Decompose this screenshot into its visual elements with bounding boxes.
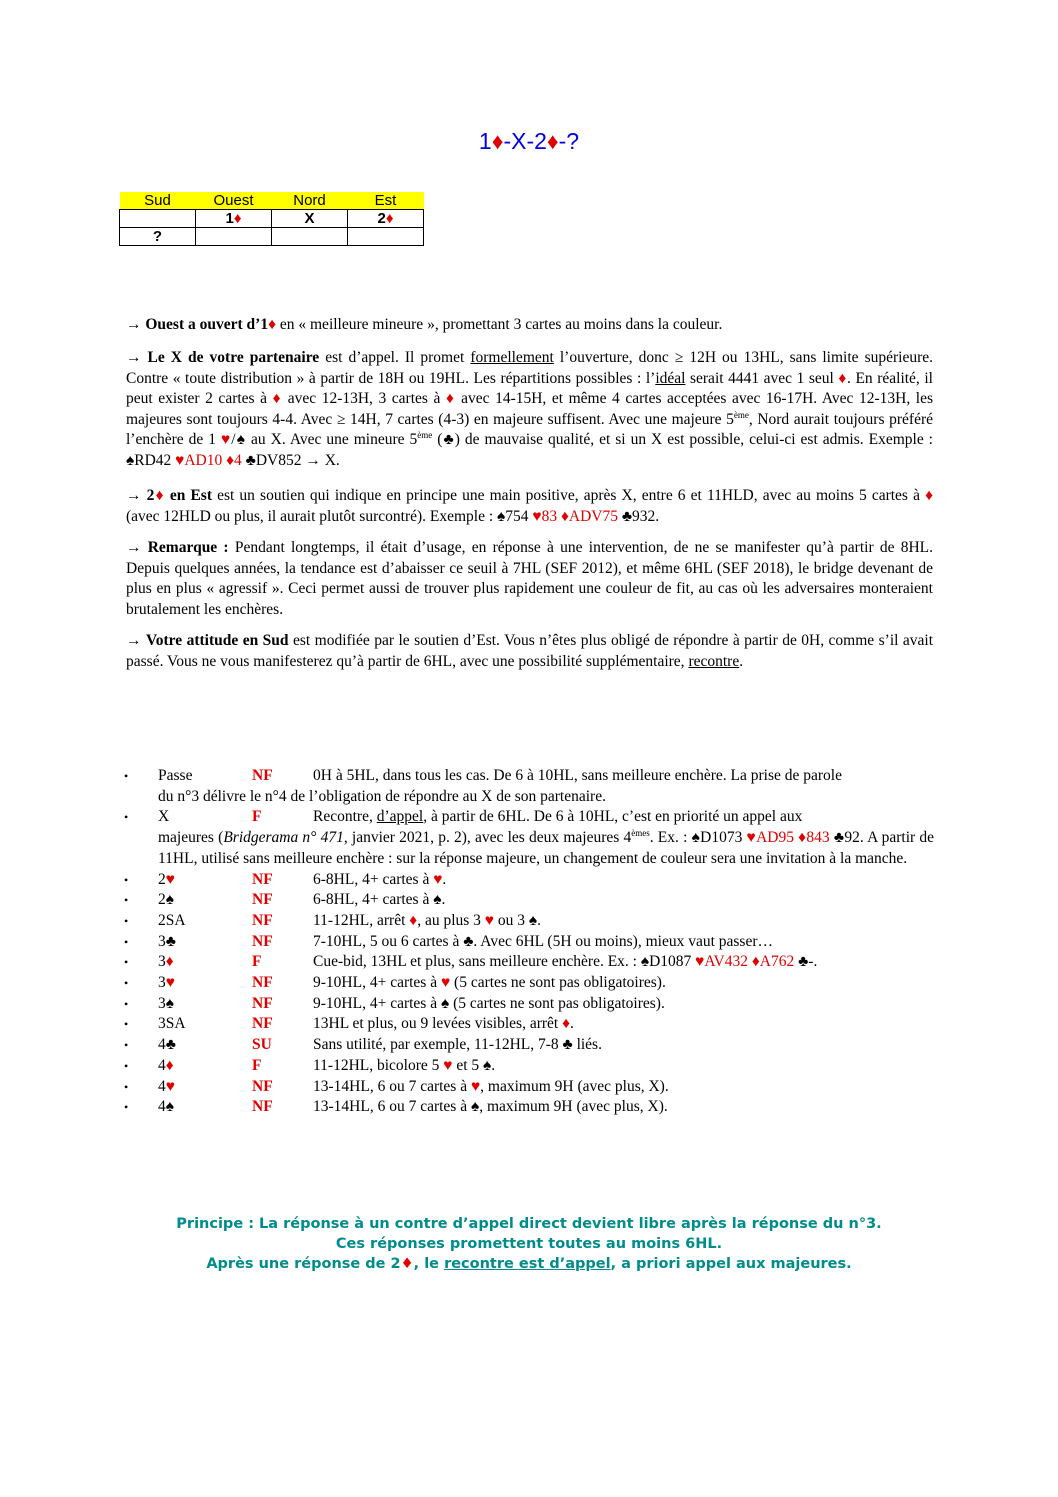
description-text: 13-14HL, 6 ou 7 cartes à [313,1098,471,1116]
heart-suit-icon: ♥ [165,1077,175,1095]
diamond-suit-icon: ♦ [165,1056,174,1074]
diamond-suit-icon: ♦ [154,487,165,504]
principle-line [0,1254,1058,1274]
diamond-suit-icon: ♦ [400,1256,414,1272]
cell-sud [120,210,196,228]
list-item [124,911,934,932]
diamond-suit-icon: ♦ [385,210,394,227]
arrow-icon: → [126,539,148,556]
paragraph-text: est d’appel. Il promet [319,349,471,366]
heart-suit-icon: ♥ [220,431,232,448]
description-text: 9-10HL, 4+ cartes à [313,994,441,1012]
bid-name: 2SA [158,911,186,929]
bid-force: NF [252,891,273,909]
heart-suit-icon: ♥ [484,911,494,929]
cell-sud: ? [120,228,196,246]
description-text: majeures ( [158,829,224,847]
bullet-icon: • [124,934,129,949]
bullet-icon: • [124,810,129,825]
bid-description [313,1056,934,1077]
superscript: èmes [631,828,650,839]
description-text: (5 cartes ne sont pas obligatoires). [449,994,665,1012]
bid-description [313,911,934,932]
paragraph-text: avec 12-13H, 3 cartes à [282,390,446,407]
paragraph-heading: Ouest a ouvert d’1 [145,316,269,333]
superscript: ème [417,430,433,440]
paragraph-heading: Votre attitude en Sud [145,632,289,649]
arrow-icon: → [126,487,147,504]
bid-level: 4 [158,1098,166,1116]
underlined-text: d’appel [376,808,424,826]
auction-header-row [120,192,424,210]
heart-suit-icon: ♥ [165,870,175,888]
principle-text: , a priori appel aux majeures. [610,1256,852,1272]
example-hand-red: ♦843 [798,829,830,847]
bullet-icon: • [124,1079,129,1094]
bid-description [313,1077,934,1098]
cell-nord: X [272,210,348,228]
bid-name: Passe [158,767,193,784]
bid-name: 3SA [158,1015,186,1033]
bid-description [158,828,934,869]
page-title [0,128,1058,155]
example-hand-red: ♥AD10 ♦4 [175,451,242,469]
diamond-suit-icon: ♦ [491,128,504,154]
list-item [124,1014,934,1035]
bid-description: 0H à 5HL, dans tous les cas. De 6 à 10HL, sans meilleure enchère. La prise de parole [313,767,842,784]
bid-force: NF [252,870,273,888]
description-text: , au plus 3 [417,911,485,929]
cell-nord [272,228,348,246]
bullet-icon: • [124,893,129,908]
description-text: et 5 ♠. [452,1056,496,1074]
bid-level: 2 [377,210,386,227]
bid-description [313,890,934,911]
spade-suit-icon: ♠ [165,891,174,909]
bid-description [313,994,934,1015]
club-suit-icon: ♣ [165,1036,176,1054]
diamond-suit-icon: ♦ [445,390,456,407]
superscript: ème [733,409,749,420]
bullet-icon: • [124,872,129,887]
arrow-icon: → [126,316,146,333]
paragraph-text: est modifiée par le soutien d’Est. Vous n’êtes plus obligé de répondre à partir de 0H, comme s’il avait passé. Vous ne vous manifesterez qu’à partir de 6HL, avec une possibilité supplémentaire, [126,632,934,670]
bid-level: 1 [225,210,234,227]
bid-force: NF [252,1015,273,1033]
description-text: . [441,891,446,909]
principle-text: Après une réponse de 2 [206,1256,401,1272]
bid-force: SU [252,1036,272,1054]
bullet-icon: • [124,1017,129,1032]
bid-level: 3 [158,953,166,971]
paragraph-heading [147,487,212,504]
description-text: . Ex. : ♠D1073 [649,829,747,847]
auction-row [120,210,424,228]
paragraph-text: ♣932. [617,507,660,525]
title-part: -X-2 [503,128,547,154]
example-hand-red: ♥AV432 ♦A762 [695,953,795,971]
description-text: , à partir de 6HL. De 6 à 10HL, c’est en priorité un appel aux [423,808,803,826]
list-item [124,1077,934,1098]
bid-name [158,890,252,911]
paragraph-text: Pendant longtemps, il était d’usage, en réponse à une intervention, de ne se manifester qu’à partir de 8HL. Depuis quelques années, la tendance est d’abaisser ce seuil à 7HL (SEF 2012), et même 6HL (SEF 2018), le bridge devenant de plus en plus « agressif ». Ceci permet aussi de trouver plus rapidement une couleur de fit, au cas où les adversaires monteraient brutalement les enchères. [126,539,934,618]
paragraph-text: est un soutien qui indique en principe une main positive, après X, entre 6 et 11HLD, avec au moins 5 cartes à [212,487,926,504]
bid-level: 2 [158,891,166,909]
arrow-icon: → [126,632,146,649]
bid-description [313,807,934,828]
spade-suit-icon: ♠ [165,994,174,1012]
underlined-text: recontre [688,652,740,670]
paragraph-text: . [739,652,744,670]
diamond-suit-icon: ♦ [562,1015,571,1033]
bid-level: 4 [158,1056,166,1074]
bid-name [158,1077,252,1098]
principle-line: Ces réponses promettent toutes au moins 6HL. [335,1236,723,1252]
description-text: 11-12HL, arrêt [313,911,410,929]
bullet-icon: • [124,996,129,1011]
title-part: 1 [478,128,492,154]
diamond-suit-icon: ♦ [268,316,276,333]
cell-est [348,228,424,246]
bullet-icon: • [124,1038,129,1053]
bid-name [158,973,252,994]
list-item [124,807,934,828]
bid-force: NF [252,767,273,784]
bid-force: F [252,953,262,971]
paragraph-text: (♣) de mauvaise qualité, et si un X est possible, celui-ci est admis. Exemple : ♠RD42 [126,431,933,469]
bid-force: F [252,1056,262,1074]
diamond-suit-icon: ♦ [272,390,283,407]
auction-table [119,192,424,246]
list-item [124,766,934,787]
list-item [124,973,934,994]
bid-name [158,870,252,891]
bid-force: NF [252,932,273,950]
bullet-icon: • [124,955,129,970]
list-item [124,952,934,973]
heart-suit-icon: ♥ [470,1077,481,1095]
citation: Bridgerama n° 471 [223,829,344,847]
bid-description: du n°3 délivre le n°4 de l’obligation de répondre au X de son partenaire. [158,787,606,805]
paragraph-south-attitude [126,631,933,672]
bid-level: 4 [158,1036,166,1054]
cell-ouest [196,228,272,246]
bid-name [158,1097,252,1118]
cell-est [348,210,424,228]
heading-text: en Est [164,487,212,504]
header-ouest: Ouest [196,192,272,210]
list-item [124,1097,934,1118]
bid-list [124,766,934,1118]
club-suit-icon: ♣ [165,932,176,950]
bullet-icon: • [124,1058,129,1073]
description-text: , maximum 9H (avec plus, X). [479,1098,668,1116]
bullet-icon: • [124,976,129,991]
bid-description [313,1014,934,1035]
description-text: 6-8HL, 4+ cartes à [313,870,434,888]
description-text: Cue-bid, 13HL et plus, sans meilleure enchère. Ex. : ♠D1087 [313,953,696,971]
description-text: 13-14HL, 6 ou 7 cartes à [313,1077,471,1095]
description-text: 11-12HL, bicolore 5 [313,1056,444,1074]
paragraph-heading: Remarque : [147,539,229,556]
diamond-suit-icon: ♦ [409,911,418,929]
auction-row [120,228,424,246]
description-text: 6-8HL, 4+ cartes à [313,891,434,909]
bid-force: NF [252,1077,273,1095]
diamond-suit-icon: ♦ [165,953,174,971]
paragraph-opening [126,315,933,336]
paragraph-text: en « meilleure mineure », promettant 3 cartes au moins dans la couleur. [276,316,723,333]
diamond-suit-icon: ♦ [233,210,242,227]
paragraph-text: (avec 12HLD ou plus, il aurait plutôt surcontré). Exemple : ♠754 [126,507,533,525]
bid-description [313,1097,934,1118]
description-text: 9-10HL, 4+ cartes à [313,974,441,992]
paragraph-text: /♠ au X. Avec une mineure 5 [231,431,418,448]
heart-suit-icon: ♥ [440,974,451,992]
spade-suit-icon: ♠ [470,1098,480,1116]
bid-force: F [252,808,262,826]
spade-suit-icon: ♠ [165,1098,174,1116]
bid-description: 7-10HL, 5 ou 6 cartes à ♣. Avec 6HL (5H ou moins), mieux vaut passer… [313,932,773,950]
bid-name [158,952,252,973]
list-item [124,1056,934,1077]
bullet-icon: • [124,913,129,928]
example-hand-red: ♥83 ♦ADV75 [532,507,618,525]
description-text: . [442,870,447,888]
description-text: , maximum 9H (avec plus, X). [480,1077,669,1095]
bid-level: 2 [158,870,166,888]
bid-name [158,932,252,953]
underlined-text: idéal [655,369,686,387]
bid-force: NF [252,974,273,992]
bid-force: NF [252,1098,273,1116]
list-item [124,932,934,953]
principle-line: Principe : La réponse à un contre d’appel direct devient libre après la réponse du n°3. [176,1216,882,1232]
paragraph-double [126,348,933,471]
principle-text: , le [413,1256,445,1272]
description-text: 13HL et plus, ou 9 levées visibles, arrêt [313,1015,563,1033]
header-est: Est [348,192,424,210]
bullet-icon: • [124,1100,129,1115]
paragraph-text: ♣DV852 → X. [241,451,340,469]
bid-description [313,952,934,973]
description-text: . [570,1015,574,1033]
bid-description [313,870,934,891]
bid-description: Sans utilité, par exemple, 11-12HL, 7-8 ♣ liés. [313,1036,602,1054]
diamond-suit-icon: ♦ [925,487,933,504]
diamond-suit-icon: ♦ [838,369,848,387]
paragraph-text: serait 4441 avec 1 seul [685,369,839,387]
underlined-text: recontre est d’appel [444,1256,611,1272]
diamond-suit-icon: ♦ [546,128,559,154]
description-text: ou 3 ♠. [493,911,541,929]
list-item [124,890,934,911]
heart-suit-icon: ♥ [433,870,443,888]
bid-level: 3 [158,974,166,992]
paragraph-text: l’ouverture, donc ≥ 12H ou 13HL, sans limite supérieure. Contre « toute distribution » à partir de 18H ou 19HL. Les répartitions possibles : l’ [126,349,934,387]
bid-name [158,1035,252,1056]
list-item [124,994,934,1015]
paragraph-east-raise [126,486,933,527]
bid-level: 3 [158,932,166,950]
bid-level: 3 [158,994,166,1012]
heart-suit-icon: ♥ [443,1056,453,1074]
spade-suit-icon: ♠ [433,891,442,909]
bid-level: 4 [158,1077,166,1095]
header-sud: Sud [120,192,196,210]
bid-level: 2 [146,487,155,504]
description-text: ♣-. [794,953,818,971]
bid-name: X [158,808,170,826]
bid-name [158,1056,252,1077]
example-hand-red: ♥AD95 [746,829,794,847]
description-text: Recontre, [313,808,377,826]
paragraph-text: , Nord aurait toujours préféré l’enchère de 1 [126,410,933,448]
paragraph-heading: Le X de votre partenaire [147,349,320,366]
cell-ouest [196,210,272,228]
title-part: -? [558,128,580,154]
paragraph-text: . En réalité, il peut exister 2 cartes à [126,369,933,407]
underlined-text: formellement [470,349,554,366]
paragraph-text: avec 14-15H, et même 4 cartes acceptées avec 16-17H. Avec 12-13H, les majeures sont toujours 4-4. Avec ≥ 14H, 7 cartes (4-3) en majeure suffisent. Avec une majeure 5 [126,390,933,428]
spade-suit-icon: ♠ [440,994,450,1012]
bid-description [313,973,934,994]
principle-summary [0,1214,1058,1274]
bid-force: NF [252,994,273,1012]
arrow-icon: → [126,349,148,366]
header-nord: Nord [272,192,348,210]
description-text: (5 cartes ne sont pas obligatoires). [450,974,666,992]
bid-force: NF [252,911,273,929]
bid-name [158,994,252,1015]
description-text: ♣92. A partir de 11HL, utilisé sans meilleure enchère : sur la réponse majeure, un changement de couleur sera une invitation à la manche. [158,829,934,867]
heart-suit-icon: ♥ [165,974,175,992]
bullet-icon: • [124,769,129,783]
description-text: , janvier 2021, p. 2), avec les deux majeures 4 [343,829,632,847]
list-item [124,870,934,891]
paragraph-remark [126,538,933,620]
list-item [124,1035,934,1056]
